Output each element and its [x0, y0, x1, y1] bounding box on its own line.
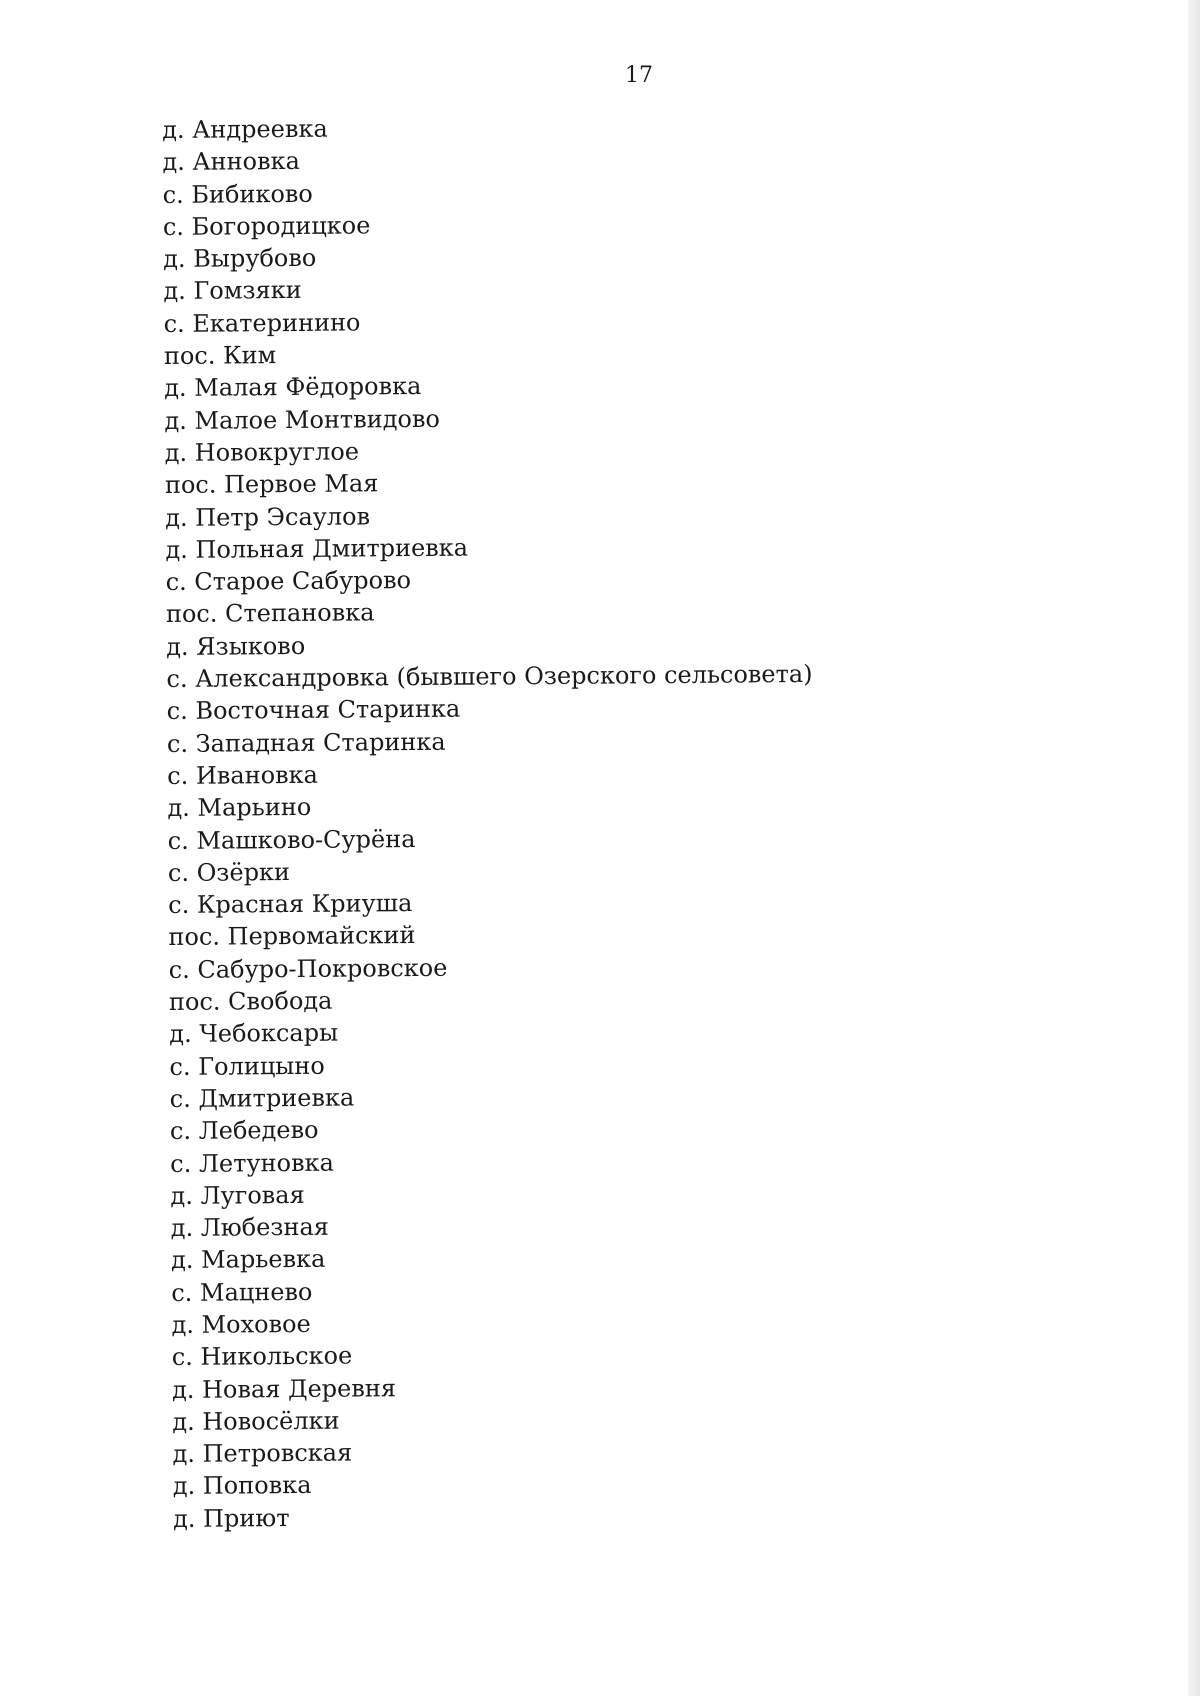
settlement-item: с. Лебедево [169, 1116, 319, 1146]
settlement-item: пос. Первое Мая [164, 469, 379, 500]
settlement-item: с. Озёрки [167, 857, 291, 887]
settlement-item: д. Марьевка [170, 1245, 326, 1275]
scan-edge [1188, 0, 1200, 1696]
settlement-item: с. Бибиково [162, 179, 313, 209]
settlement-item: пос. Свобода [168, 986, 333, 1016]
settlement-item: д. Вырубово [163, 243, 317, 274]
page-number: 17 [625, 63, 653, 88]
settlement-item: д. Луговая [170, 1180, 305, 1210]
settlement-item: с. Богородицкое [162, 211, 371, 241]
settlement-item: с. Никольское [171, 1341, 353, 1372]
settlement-item: д. Моховое [171, 1309, 311, 1339]
settlement-item: пос. Первомайский [168, 921, 416, 952]
settlement-item: с. Машково-Сурёна [167, 824, 416, 855]
settlement-item: с. Старое Сабурово [165, 566, 412, 597]
settlement-item: с. Голицыно [169, 1051, 325, 1081]
settlement-item: д. Андреевка [162, 114, 328, 144]
settlement-item: д. Анновка [162, 147, 300, 177]
settlement-item: с. Александровка (бывшего Озерского сельсовета) [166, 659, 813, 694]
settlement-item: с. Летуновка [170, 1148, 334, 1178]
settlement-item: с. Дмитриевка [169, 1083, 355, 1113]
settlement-item: с. Восточная Старинка [166, 695, 461, 726]
settlement-item: с. Красная Криуша [168, 889, 413, 920]
settlement-item: с. Мацнево [171, 1277, 313, 1307]
settlement-item: с. Екатеринино [163, 308, 361, 338]
settlement-item: пос. Степановка [165, 598, 375, 629]
settlement-item: д. Чебоксары [169, 1018, 339, 1049]
settlement-item: д. Петр Эсаулов [165, 501, 371, 532]
settlement-item: д. Петровская [172, 1438, 353, 1469]
settlement-item: д. Малая Фёдоровка [164, 372, 422, 403]
settlement-item: пос. Ким [163, 341, 277, 371]
settlement-list [162, 109, 819, 1535]
settlement-item: с. Сабуро-Покровское [168, 953, 448, 984]
settlement-item: д. Новокруглое [164, 437, 360, 467]
settlement-item: д. Гомзяки [163, 276, 302, 306]
settlement-item: д. Марьино [167, 793, 312, 823]
settlement-item: с. Ивановка [167, 760, 319, 790]
settlement-item: д. Любезная [170, 1212, 330, 1243]
settlement-item: д. Новая Деревня [171, 1373, 397, 1404]
settlement-item: д. Малое Монтвидово [164, 404, 440, 435]
settlement-item: д. Поповка [172, 1471, 312, 1501]
settlement-item: д. Языково [166, 631, 306, 661]
settlement-item: д. Новосёлки [172, 1406, 340, 1436]
settlement-item: д. Польная Дмитриевка [165, 533, 469, 564]
settlement-item: с. Западная Старинка [166, 727, 446, 758]
settlement-item: д. Приют [172, 1503, 290, 1533]
